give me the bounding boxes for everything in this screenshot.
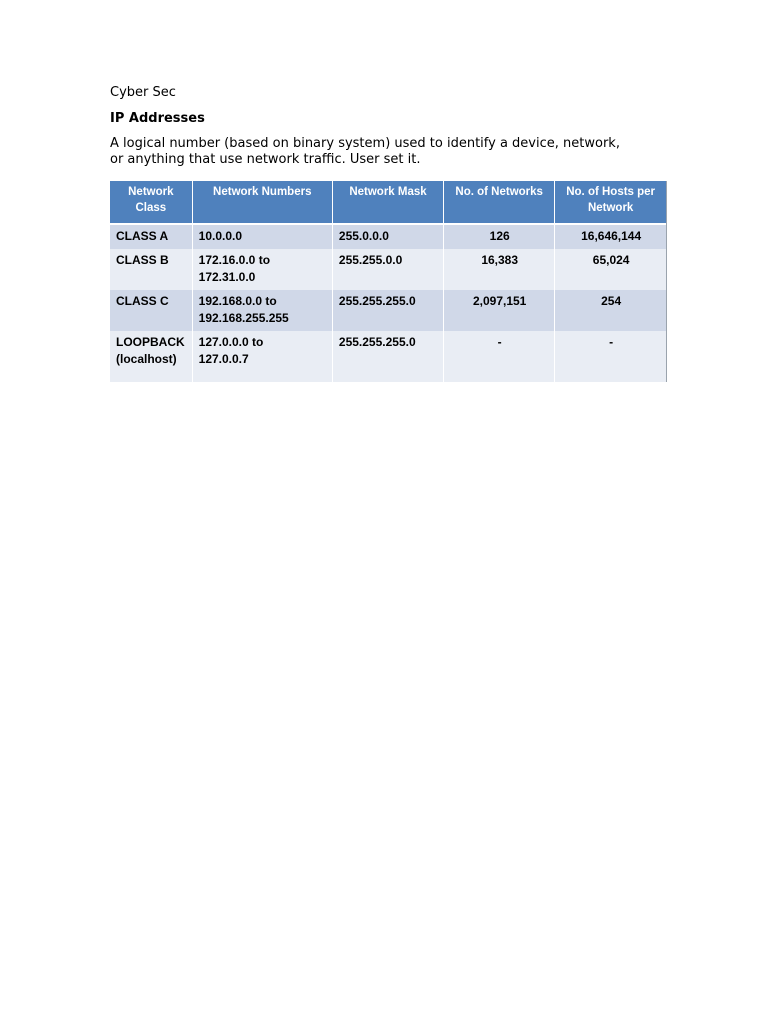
cell-class: CLASS C <box>110 290 192 331</box>
cell-mask: 255.0.0.0 <box>332 224 443 249</box>
cell-hosts: 65,024 <box>555 249 666 290</box>
table-container <box>110 181 667 382</box>
cell-mask: 255.255.255.0 <box>332 331 443 382</box>
header-network-class: Network Class <box>110 181 192 224</box>
cell-numbers: 10.0.0.0 <box>192 224 332 249</box>
table-header-row <box>110 181 666 224</box>
header-network-mask: Network Mask <box>332 181 443 224</box>
cell-numbers-line: 192.168.0.0 to <box>198 294 277 308</box>
document-body <box>110 84 670 386</box>
cell-networks: - <box>444 331 555 382</box>
cell-class: LOOPBACK (localhost) <box>110 331 192 382</box>
document-title: Cyber Sec <box>110 85 176 100</box>
table-row <box>110 249 666 290</box>
header-no-of-networks: No. of Networks <box>444 181 555 224</box>
header-hosts-per-network: No. of Hosts per Network <box>555 181 666 224</box>
ip-class-table <box>110 181 666 382</box>
cell-hosts: 254 <box>555 290 666 331</box>
section-heading: IP Addresses <box>110 111 205 126</box>
cell-numbers <box>192 290 332 331</box>
cell-mask: 255.255.255.0 <box>332 290 443 331</box>
header-network-numbers: Network Numbers <box>192 181 332 224</box>
cell-numbers-line: 127.0.0.0 to <box>198 335 264 349</box>
cell-hosts: 16,646,144 <box>555 224 666 249</box>
cell-numbers-line: 172.16.0.0 to <box>198 253 271 267</box>
cell-class: CLASS B <box>110 249 192 290</box>
table-row <box>110 290 666 331</box>
cell-class: CLASS A <box>110 224 192 249</box>
description-paragraph: A logical number (based on binary system) used to identify a device, network, or anything that use network traffic. User set it. <box>110 136 620 167</box>
table-row <box>110 331 666 382</box>
cell-numbers-line: 127.0.0.7 <box>198 352 249 366</box>
cell-mask: 255.255.0.0 <box>332 249 443 290</box>
cell-networks: 2,097,151 <box>444 290 555 331</box>
cell-networks: 126 <box>444 224 555 249</box>
cell-numbers-line: 192.168.255.255 <box>198 311 289 325</box>
table-row <box>110 224 666 249</box>
cell-numbers <box>192 249 332 290</box>
cell-numbers <box>192 331 332 382</box>
cell-numbers-line: 172.31.0.0 <box>198 270 256 284</box>
cell-networks: 16,383 <box>444 249 555 290</box>
cell-hosts: - <box>555 331 666 382</box>
